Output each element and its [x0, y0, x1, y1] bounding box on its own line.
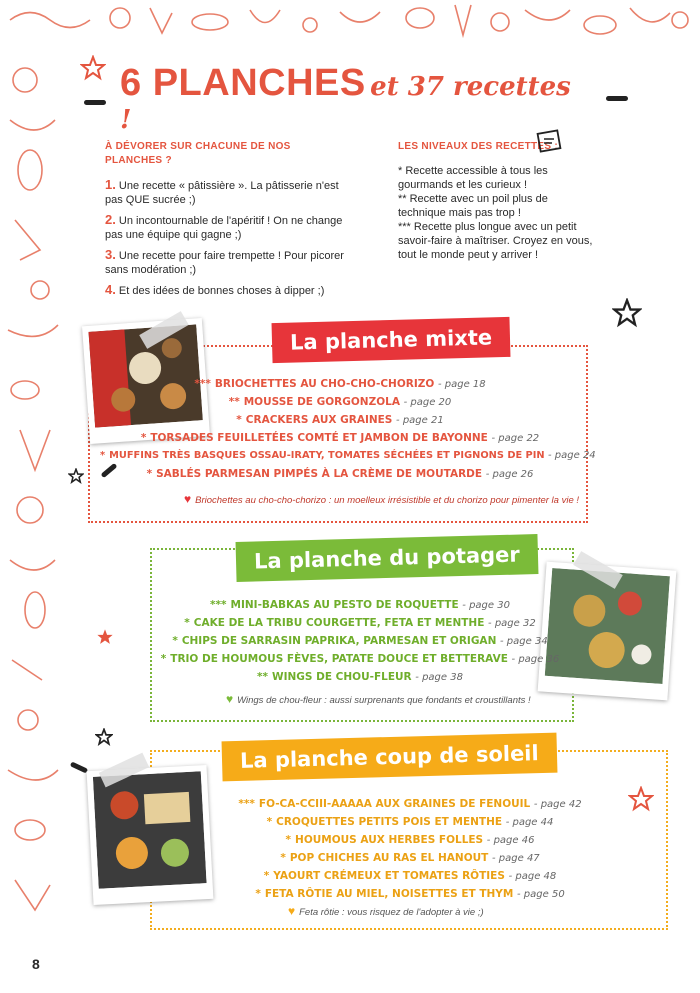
- title-dash-left: [84, 100, 106, 105]
- page-title: [120, 62, 590, 135]
- recipe-item: ** WINGS DE CHOU-FLEUR - page 38: [257, 671, 463, 683]
- level-line: ** Recette avec un poil plus de technique mais pas trop !: [398, 193, 548, 219]
- levels-heading: LES NIVEAUX DES RECETTES :: [398, 141, 559, 152]
- recipe-item: * CAKE DE LA TRIBU COURGETTE, FETA ET MENTHE - page 32: [184, 617, 536, 629]
- star-doodle-icon: [96, 628, 114, 646]
- planche-soleil-note: ♥ Feta rôtie : vous risquez de l'adopter à vie ;): [288, 904, 484, 918]
- recipe-item: *** FO-CA-CCIII-AAAAA AUX GRAINES DE FENOUIL - page 42: [238, 798, 582, 810]
- planche-potager-recipes: [160, 596, 560, 686]
- intro-heading: À DÉVORER SUR CHACUNE DE NOS PLANCHES ?: [105, 141, 291, 166]
- heart-icon: ♥: [226, 692, 234, 706]
- recipe-item: ** MOUSSE DE GORGONZOLA - page 20: [228, 396, 452, 408]
- doodle-dash: [70, 761, 88, 773]
- star-doodle-icon: [68, 468, 84, 484]
- intro-item: 3. Une recette pour faire trempette ! Pour picorer sans modération ;): [105, 247, 344, 276]
- intro-item: 1. Une recette « pâtissière ». La pâtisserie n'est pas QUE sucrée ;): [105, 177, 339, 206]
- planche-potager-note: ♥ Wings de chou-fleur : aussi surprenants que fondants et croustillants !: [226, 692, 531, 706]
- planche-soleil-recipes: [160, 795, 660, 903]
- intro-section: [105, 140, 350, 304]
- planche-mixte-recipes: [100, 375, 596, 483]
- star-doodle-icon: [612, 298, 642, 328]
- star-doodle-icon: [80, 55, 106, 81]
- intro-item: 2. Un incontournable de l'apéritif ! On ne change pas une équipe qui gagne ;): [105, 212, 343, 241]
- title-sub: et 37 recettes !: [120, 72, 571, 135]
- recipe-item: * CRACKERS AUX GRAINES - page 21: [236, 414, 444, 426]
- decorative-doodle-border-left: [0, 0, 70, 993]
- title-dash-right: [606, 96, 628, 101]
- recipe-item: * CROQUETTES PETITS POIS ET MENTHE - page 44: [266, 816, 554, 828]
- recipe-item: * HOUMOUS AUX HERBES FOLLES - page 46: [285, 834, 535, 846]
- planche-soleil-title: La planche coup de soleil: [222, 733, 558, 782]
- title-main: 6 PLANCHES: [120, 62, 366, 104]
- star-doodle-icon: [95, 728, 113, 746]
- recipe-item: * TORSADES FEUILLETÉES COMTÉ ET JAMBON DE BAYONNE - page 22: [140, 432, 540, 444]
- recipe-item: *** MINI-BABKAS AU PESTO DE ROQUETTE - page 30: [210, 599, 510, 611]
- level-line: * Recette accessible à tous les gourmands et les curieux !: [398, 165, 548, 191]
- recipe-item: * CHIPS DE SARRASIN PAPRIKA, PARMESAN ET ORIGAN - page 34: [172, 635, 548, 647]
- intro-item: 4. Et des idées de bonnes choses à dipper ;): [105, 282, 325, 297]
- recipe-item: * FETA RÔTIE AU MIEL, NOISETTES ET THYM - page 50: [255, 888, 565, 900]
- recipe-item: * SABLÉS PARMESAN PIMPÉS À LA CRÈME DE MOUTARDE - page 26: [146, 468, 534, 480]
- recipe-item: * MUFFINS TRÈS BASQUES OSSAU-IRATY, TOMATES SÉCHÉES ET PIGNONS DE PIN - page 24: [100, 450, 596, 461]
- planche-mixte-title: La planche mixte: [272, 317, 511, 363]
- heart-icon: ♥: [288, 904, 296, 918]
- levels-section: [398, 140, 598, 262]
- recipe-item: * POP CHICHES AU RAS EL HANOUT - page 47: [280, 852, 540, 864]
- notepad-doodle-icon: [536, 128, 562, 154]
- planche-mixte-note: ♥ Briochettes au cho-cho-chorizo : un moelleux irrésistible et du chorizo pour pimenter la vie !: [184, 492, 580, 506]
- level-line: *** Recette plus longue avec un petit savoir-faire à maîtriser. Croyez en vous, tout le monde peut y arriver !: [398, 221, 593, 261]
- planche-potager-title: La planche du potager: [236, 534, 539, 582]
- recipe-item: * YAOURT CRÉMEUX ET TOMATES RÔTIES - page 48: [263, 870, 557, 882]
- recipe-item: * TRIO DE HOUMOUS FÈVES, PATATE DOUCE ET BETTERAVE - page 36: [160, 653, 560, 665]
- recipe-item: *** BRIOCHETTES AU CHO-CHO-CHORIZO - page 18: [194, 378, 486, 390]
- page-number: 8: [32, 956, 40, 972]
- heart-icon: ♥: [184, 492, 192, 506]
- decorative-doodle-border-top: [0, 0, 700, 60]
